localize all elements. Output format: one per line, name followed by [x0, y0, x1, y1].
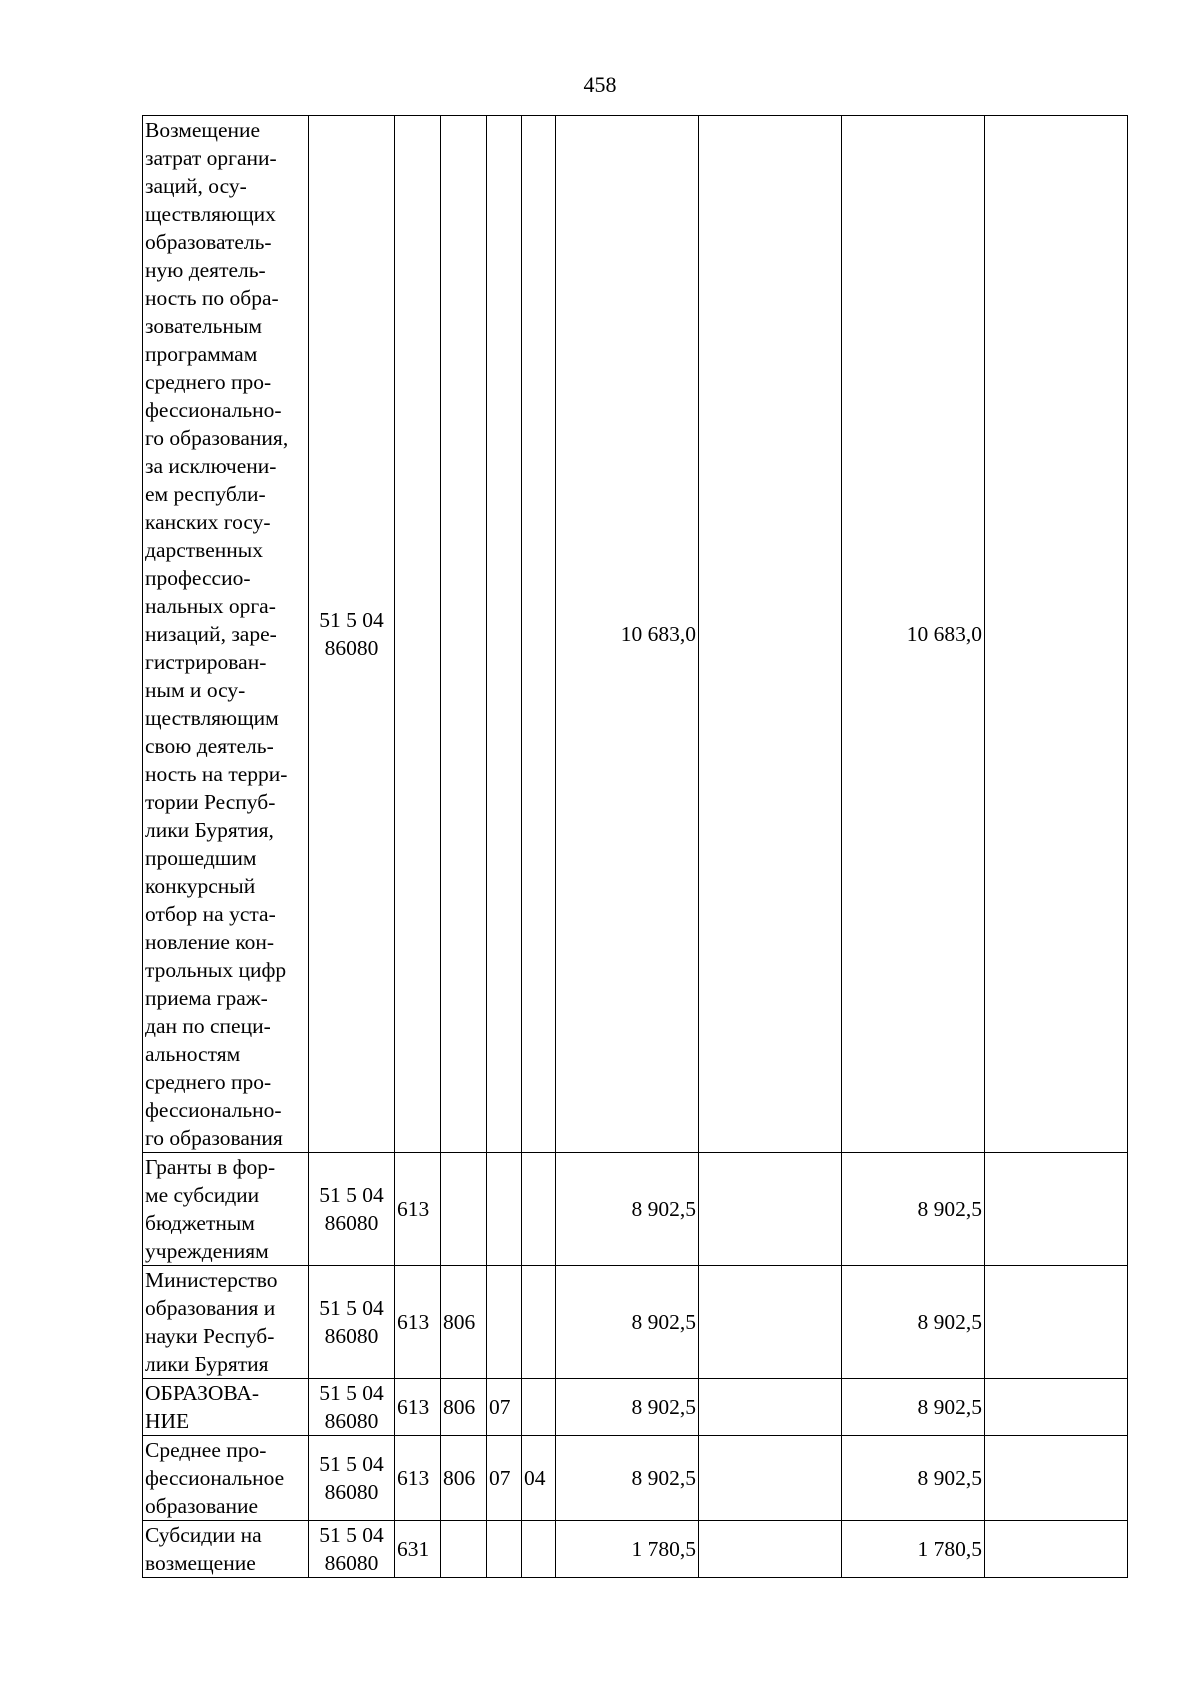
amount-other-cell	[985, 1436, 1128, 1521]
amount-republic-cell: 8 902,5	[842, 1436, 985, 1521]
expense-name-line: ществляющих	[145, 202, 276, 226]
expense-name-line: ОБРАЗОВА-	[145, 1381, 260, 1405]
amount-other-cell	[985, 1521, 1128, 1578]
expense-name-line: трольных цифр	[145, 958, 287, 982]
expense-name-line: го образования	[145, 1126, 283, 1150]
expense-name-line: фессионально-	[145, 398, 282, 422]
table-row	[143, 116, 1128, 1153]
subsection-code-cell	[522, 1266, 556, 1379]
expense-name-line: НИЕ	[145, 1409, 190, 1433]
ministry-code-cell: 806	[441, 1379, 487, 1436]
target-article-cell: 51 5 04 86080	[309, 116, 395, 1153]
expense-name-line: возмещение	[145, 1551, 256, 1575]
section-code-cell	[487, 1266, 522, 1379]
expense-name-line: низаций, заре-	[145, 622, 277, 646]
table-body	[143, 116, 1128, 1578]
expense-type-cell: 613	[395, 1436, 441, 1521]
expense-name-cell	[143, 1266, 309, 1379]
expense-name-line: лики Бурятия,	[145, 818, 274, 842]
amount-republic-cell: 8 902,5	[842, 1153, 985, 1266]
ministry-code-cell: 806	[441, 1266, 487, 1379]
ministry-code-cell	[441, 1521, 487, 1578]
expense-type-cell: 613	[395, 1266, 441, 1379]
amount-federal-cell	[699, 1436, 842, 1521]
subsection-code-cell	[522, 1153, 556, 1266]
ministry-code-cell	[441, 1153, 487, 1266]
expense-name-line: науки Респуб-	[145, 1324, 275, 1348]
expense-name-line: дан по специ-	[145, 1014, 271, 1038]
expense-name-line: гистрирован-	[145, 650, 267, 674]
table-row	[143, 1436, 1128, 1521]
expense-name-line: го образования,	[145, 426, 289, 450]
expense-name-line: бюджетным	[145, 1211, 255, 1235]
expense-name-line: ную деятель-	[145, 258, 266, 282]
expense-name-line: свою деятель-	[145, 734, 274, 758]
expense-name-line: Гранты в фор-	[145, 1155, 276, 1179]
subsection-code-cell	[522, 1379, 556, 1436]
expense-name-line: тории Респуб-	[145, 790, 276, 814]
expense-name-line: прошедшим	[145, 846, 257, 870]
target-article-cell: 51 5 04 86080	[309, 1379, 395, 1436]
section-code-cell: 07	[487, 1379, 522, 1436]
amount-other-cell	[985, 1379, 1128, 1436]
expense-name-line: конкурсный	[145, 874, 256, 898]
ministry-code-cell	[441, 116, 487, 1153]
section-code-cell	[487, 116, 522, 1153]
amount-total-cell: 8 902,5	[556, 1266, 699, 1379]
expense-name-cell	[143, 1436, 309, 1521]
expense-type-cell: 613	[395, 1153, 441, 1266]
expense-name-line: Возмещение	[145, 118, 261, 142]
amount-federal-cell	[699, 1153, 842, 1266]
expense-name-line: среднего про-	[145, 1070, 272, 1094]
table-row	[143, 1521, 1128, 1578]
expense-name-line: дарственных	[145, 538, 263, 562]
expense-name-line: профессио-	[145, 566, 251, 590]
budget-table	[142, 115, 1128, 1578]
expense-name-line: зовательным	[145, 314, 263, 338]
expense-name-line: Субсидии на	[145, 1523, 262, 1547]
expense-name-line: Министерство	[145, 1268, 278, 1292]
amount-total-cell: 8 902,5	[556, 1153, 699, 1266]
expense-name-line: фессиональное	[145, 1466, 285, 1490]
expense-name-line: Среднее про-	[145, 1438, 267, 1462]
subsection-code-cell: 04	[522, 1436, 556, 1521]
expense-name-line: ность на терри-	[145, 762, 288, 786]
table-row	[143, 1379, 1128, 1436]
expense-name-cell	[143, 1153, 309, 1266]
page-number: 458	[583, 72, 617, 97]
expense-name-line: учреждениям	[145, 1239, 269, 1263]
expense-name-line: новление кон-	[145, 930, 275, 954]
target-article-cell: 51 5 04 86080	[309, 1266, 395, 1379]
expense-name-line: лики Бурятия	[145, 1352, 269, 1376]
expense-name-line: фессионально-	[145, 1098, 282, 1122]
expense-name-line: альностям	[145, 1042, 241, 1066]
amount-other-cell	[985, 1153, 1128, 1266]
expense-name-line: отбор на уста-	[145, 902, 276, 926]
amount-total-cell: 8 902,5	[556, 1379, 699, 1436]
expense-type-cell	[395, 116, 441, 1153]
table-row	[143, 1153, 1128, 1266]
amount-other-cell	[985, 116, 1128, 1153]
amount-federal-cell	[699, 1266, 842, 1379]
expense-name-line: образования и	[145, 1296, 276, 1320]
expense-name-line: ме субсидии	[145, 1183, 260, 1207]
expense-name-cell	[143, 1521, 309, 1578]
target-article-cell: 51 5 04 86080	[309, 1436, 395, 1521]
amount-republic-cell: 10 683,0	[842, 116, 985, 1153]
expense-name-line: ным и осу-	[145, 678, 246, 702]
expense-name-line: затрат органи-	[145, 146, 277, 170]
expense-name-cell	[143, 1379, 309, 1436]
amount-federal-cell	[699, 116, 842, 1153]
expense-type-cell: 613	[395, 1379, 441, 1436]
amount-republic-cell: 1 780,5	[842, 1521, 985, 1578]
expense-name-line: приема граж-	[145, 986, 268, 1010]
expense-name-line: заций, осу-	[145, 174, 247, 198]
table-row	[143, 1266, 1128, 1379]
expense-name-line: ность по обра-	[145, 286, 279, 310]
amount-republic-cell: 8 902,5	[842, 1266, 985, 1379]
expense-name-line: среднего про-	[145, 370, 272, 394]
expense-name-line: нальных орга-	[145, 594, 276, 618]
section-code-cell: 07	[487, 1436, 522, 1521]
amount-federal-cell	[699, 1379, 842, 1436]
amount-other-cell	[985, 1266, 1128, 1379]
subsection-code-cell	[522, 116, 556, 1153]
amount-total-cell: 8 902,5	[556, 1436, 699, 1521]
expense-name-line: за исключени-	[145, 454, 277, 478]
expense-name-line: образование	[145, 1494, 259, 1518]
ministry-code-cell: 806	[441, 1436, 487, 1521]
subsection-code-cell	[522, 1521, 556, 1578]
expense-name-line: ществляющим	[145, 706, 279, 730]
expense-name-line: образователь-	[145, 230, 272, 254]
expense-name-line: канских госу-	[145, 510, 271, 534]
amount-total-cell: 1 780,5	[556, 1521, 699, 1578]
amount-republic-cell: 8 902,5	[842, 1379, 985, 1436]
target-article-cell: 51 5 04 86080	[309, 1153, 395, 1266]
amount-total-cell: 10 683,0	[556, 116, 699, 1153]
target-article-cell: 51 5 04 86080	[309, 1521, 395, 1578]
expense-name-line: программам	[145, 342, 258, 366]
section-code-cell	[487, 1521, 522, 1578]
amount-federal-cell	[699, 1521, 842, 1578]
section-code-cell	[487, 1153, 522, 1266]
expense-type-cell: 631	[395, 1521, 441, 1578]
expense-name-cell	[143, 116, 309, 1153]
expense-name-line: ем республи-	[145, 482, 266, 506]
